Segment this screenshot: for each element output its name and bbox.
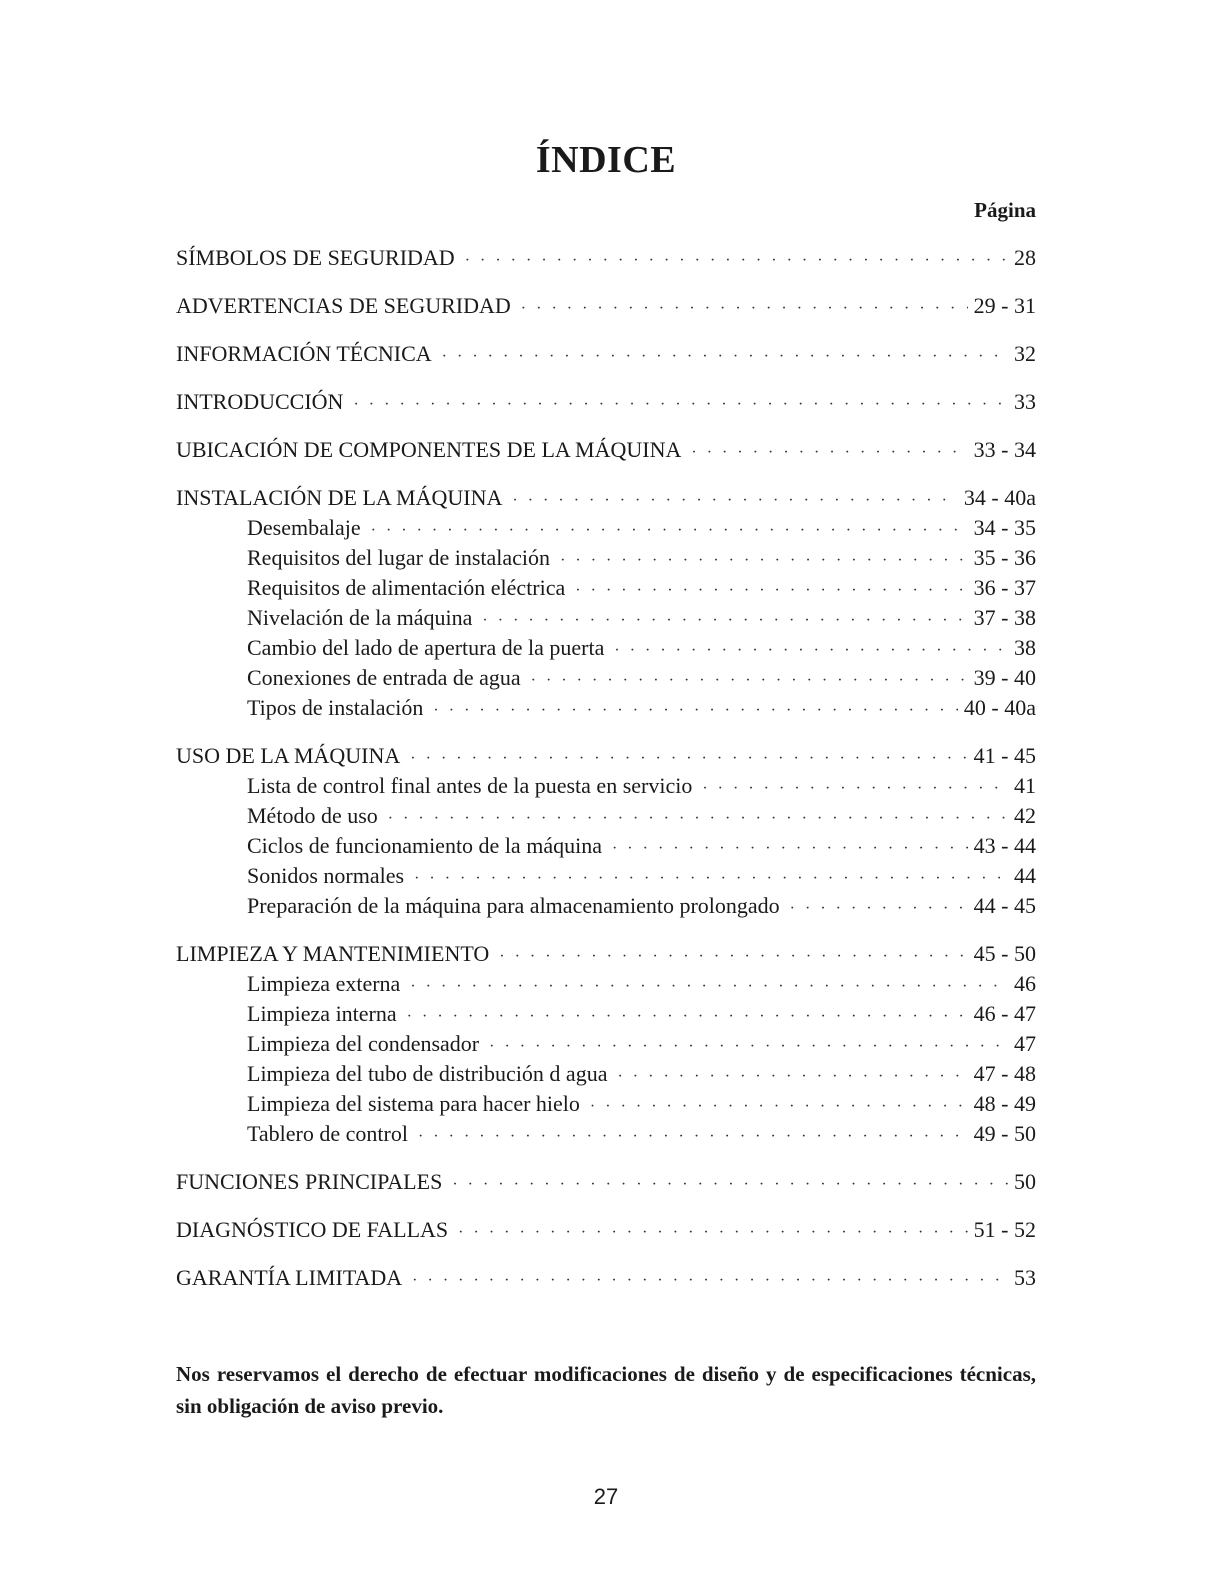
dot-leader xyxy=(442,342,1008,372)
dot-leader xyxy=(560,546,968,576)
toc-section xyxy=(176,483,1036,723)
dot-leader xyxy=(410,972,1008,1002)
toc-subentry xyxy=(176,831,1036,861)
toc-entry xyxy=(176,339,1036,369)
toc-entry-pages: 32 xyxy=(1014,341,1036,366)
toc-subentry xyxy=(176,573,1036,603)
toc-section xyxy=(176,339,1036,369)
toc-entry-label: Tipos de instalación xyxy=(247,695,424,720)
toc-entry-label: Conexiones de entrada de agua xyxy=(247,665,521,690)
toc-entry-pages: 33 xyxy=(1014,389,1036,414)
toc-subentry xyxy=(176,633,1036,663)
toc-entry-pages: 34 - 40a xyxy=(963,485,1036,510)
dot-leader xyxy=(499,942,967,972)
toc-subentry xyxy=(176,663,1036,693)
toc-entry-pages: 46 - 47 xyxy=(973,1001,1036,1026)
toc-entry xyxy=(176,1215,1036,1245)
dot-leader xyxy=(482,606,967,636)
toc-entry-label: INSTALACIÓN DE LA MÁQUINA xyxy=(176,485,503,510)
toc-entry xyxy=(176,387,1036,417)
dot-leader xyxy=(612,834,968,864)
toc-entry-pages: 53 xyxy=(1014,1265,1036,1290)
toc-entry-label: Método de uso xyxy=(247,803,378,828)
page-number: 27 xyxy=(593,1484,619,1509)
toc-entry-label: Desembalaje xyxy=(247,515,361,540)
toc-entry-pages: 39 - 40 xyxy=(973,665,1036,690)
dot-leader xyxy=(489,1032,1008,1062)
toc-entry-label: Limpieza interna xyxy=(247,1001,397,1026)
toc-subentry xyxy=(176,861,1036,891)
toc-section xyxy=(176,387,1036,417)
toc-entry-pages: 40 - 40a xyxy=(963,695,1036,720)
toc-entry-label: FUNCIONES PRINCIPALES xyxy=(176,1169,443,1194)
toc-entry-label: Preparación de la máquina para almacenamiento prolongado xyxy=(247,893,780,918)
toc-subentry xyxy=(176,1059,1036,1089)
table-of-contents xyxy=(176,243,1036,1311)
dot-leader xyxy=(575,576,967,606)
toc-entry-label: Cambio del lado de apertura de la puerta xyxy=(247,635,605,660)
toc-entry-label: INFORMACIÓN TÉCNICA xyxy=(176,341,432,366)
toc-section xyxy=(176,291,1036,321)
toc-entry-pages: 48 - 49 xyxy=(973,1091,1036,1116)
toc-section xyxy=(176,939,1036,1149)
toc-subentry xyxy=(176,969,1036,999)
disclaimer-note: Nos reservamos el derecho de efectuar modificaciones de diseño y de especificaciones técnicas, sin obligación de aviso previo. xyxy=(176,1362,1036,1418)
toc-subentry xyxy=(176,543,1036,573)
toc-entry-pages: 37 - 38 xyxy=(973,605,1036,630)
toc-entry-label: INTRODUCCIÓN xyxy=(176,389,344,414)
toc-entry-pages: 49 - 50 xyxy=(973,1121,1036,1146)
toc-entry-label: GARANTÍA LIMITADA xyxy=(176,1265,403,1290)
page-title: ÍNDICE xyxy=(535,139,677,181)
toc-entry-pages: 33 - 34 xyxy=(973,437,1036,462)
toc-subentry xyxy=(176,999,1036,1029)
dot-leader xyxy=(414,864,1008,894)
toc-entry-pages: 29 - 31 xyxy=(973,293,1036,318)
toc-subentry xyxy=(176,1029,1036,1059)
toc-subentry xyxy=(176,693,1036,723)
toc-entry xyxy=(176,1167,1036,1197)
dot-leader xyxy=(412,1266,1008,1296)
toc-entry-label: Requisitos de alimentación eléctrica xyxy=(247,575,566,600)
toc-entry xyxy=(176,435,1036,465)
toc-entry-pages: 44 - 45 xyxy=(973,893,1036,918)
toc-entry-label: Requisitos del lugar de instalación xyxy=(247,545,551,570)
toc-entry-label: SÍMBOLOS DE SEGURIDAD xyxy=(176,245,455,270)
toc-section xyxy=(176,741,1036,921)
dot-leader xyxy=(521,294,968,324)
dot-leader xyxy=(371,516,968,546)
toc-section xyxy=(176,243,1036,273)
toc-entry-pages: 41 - 45 xyxy=(973,743,1036,768)
toc-subentry xyxy=(176,891,1036,921)
toc-entry-pages: 38 xyxy=(1014,635,1036,660)
toc-entry-pages: 47 xyxy=(1014,1031,1036,1056)
dot-leader xyxy=(433,696,957,726)
dot-leader xyxy=(590,1092,968,1122)
toc-subentry xyxy=(176,1119,1036,1149)
toc-entry-pages: 43 - 44 xyxy=(973,833,1036,858)
toc-entry-pages: 47 - 48 xyxy=(973,1061,1036,1086)
dot-leader xyxy=(388,804,1008,834)
dot-leader xyxy=(353,390,1008,420)
dot-leader xyxy=(418,1122,968,1152)
dot-leader xyxy=(691,438,967,468)
toc-entry-pages: 35 - 36 xyxy=(973,545,1036,570)
toc-entry-pages: 44 xyxy=(1014,863,1036,888)
toc-entry-pages: 34 - 35 xyxy=(973,515,1036,540)
toc-entry-label: Lista de control final antes de la puesta en servicio xyxy=(247,773,693,798)
dot-leader xyxy=(407,1002,968,1032)
dot-leader xyxy=(702,774,1008,804)
toc-entry-pages: 28 xyxy=(1014,245,1036,270)
toc-entry-label: Ciclos de funcionamiento de la máquina xyxy=(247,833,602,858)
toc-entry-label: Nivelación de la máquina xyxy=(247,605,473,630)
toc-entry-pages: 50 xyxy=(1014,1169,1036,1194)
toc-entry-label: Limpieza externa xyxy=(247,971,401,996)
toc-entry xyxy=(176,243,1036,273)
toc-entry-label: Limpieza del tubo de distribución d agua xyxy=(247,1061,608,1086)
toc-section xyxy=(176,1167,1036,1197)
toc-entry-label: Tablero de control xyxy=(247,1121,408,1146)
toc-entry-label: USO DE LA MÁQUINA xyxy=(176,743,401,768)
toc-section xyxy=(176,1215,1036,1245)
dot-leader xyxy=(614,636,1008,666)
toc-entry-pages: 41 xyxy=(1014,773,1036,798)
toc-entry-label: ADVERTENCIAS DE SEGURIDAD xyxy=(176,293,511,318)
toc-entry-label: LIMPIEZA Y MANTENIMIENTO xyxy=(176,941,490,966)
toc-subentry xyxy=(176,603,1036,633)
toc-entry-label: UBICACIÓN DE COMPONENTES DE LA MÁQUINA xyxy=(176,437,682,462)
toc-subentry xyxy=(176,1089,1036,1119)
toc-entry-label: Limpieza del sistema para hacer hielo xyxy=(247,1091,580,1116)
dot-leader xyxy=(452,1170,1008,1200)
toc-subentry xyxy=(176,801,1036,831)
dot-leader xyxy=(531,666,968,696)
toc-entry-label: DIAGNÓSTICO DE FALLAS xyxy=(176,1217,449,1242)
dot-leader xyxy=(790,894,968,924)
toc-entry xyxy=(176,483,1036,513)
dot-leader xyxy=(617,1062,967,1092)
dot-leader xyxy=(410,744,967,774)
dot-leader xyxy=(465,246,1008,276)
toc-entry xyxy=(176,939,1036,969)
dot-leader xyxy=(512,486,958,516)
toc-section xyxy=(176,1263,1036,1293)
toc-entry-label: Sonidos normales xyxy=(247,863,405,888)
toc-entry-pages: 51 - 52 xyxy=(973,1217,1036,1242)
toc-entry-pages: 36 - 37 xyxy=(973,575,1036,600)
toc-entry-pages: 42 xyxy=(1014,803,1036,828)
toc-entry-label: Limpieza del condensador xyxy=(247,1031,480,1056)
page-column-header: Página xyxy=(974,198,1036,222)
toc-entry-pages: 45 - 50 xyxy=(973,941,1036,966)
toc-subentry xyxy=(176,513,1036,543)
toc-subentry xyxy=(176,771,1036,801)
toc-entry-pages: 46 xyxy=(1014,971,1036,996)
toc-entry xyxy=(176,1263,1036,1293)
dot-leader xyxy=(458,1218,968,1248)
toc-entry xyxy=(176,741,1036,771)
toc-entry xyxy=(176,291,1036,321)
toc-section xyxy=(176,435,1036,465)
